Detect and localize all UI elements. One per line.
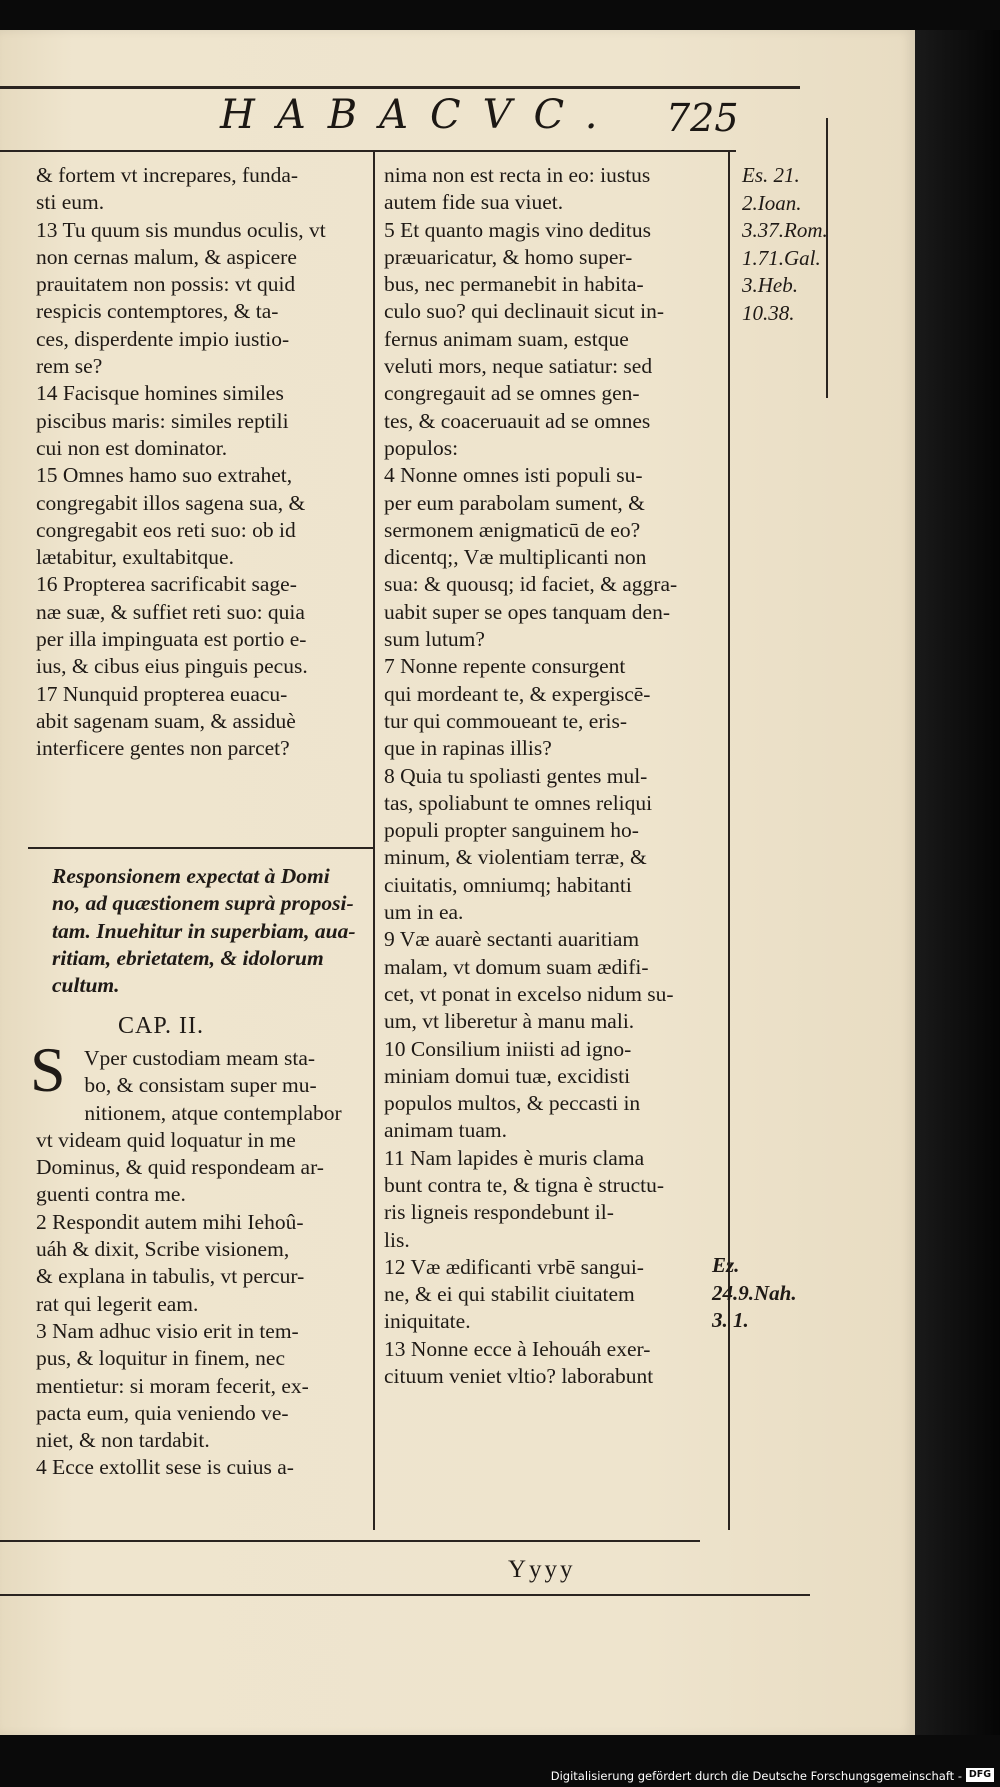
text-line: & explana in tabulis, vt percur-	[36, 1264, 305, 1289]
margin-reference: Gal. 3.	[742, 245, 821, 297]
text-line: 14 Facisque homines similes	[36, 381, 284, 406]
text-line: cet, vt ponat in excelso nidum su-	[384, 981, 674, 1006]
text-line: 17 Nunquid propterea euacu-	[36, 681, 288, 706]
text-line: iniquitate.	[384, 1309, 471, 1334]
text-line: populos:	[384, 435, 459, 460]
text-line: animam tuam.	[384, 1118, 507, 1143]
margin-reference: 9.	[738, 1280, 754, 1305]
text-line: cui non est dominator.	[36, 435, 228, 460]
text-line: niet, & non tardabit.	[36, 1428, 210, 1453]
margin-reference: Rom. 1.	[742, 218, 828, 270]
text-line: 15 Omnes hamo suo extrahet,	[36, 463, 293, 488]
text-line: nima non est recta in eo: iustus	[384, 163, 651, 187]
text-line: tes, & coaceruauit ad se omnes	[384, 408, 651, 433]
text-line: guenti contra me.	[36, 1182, 186, 1207]
text-line: 12 Væ ædificanti vrbē sangui-	[384, 1254, 644, 1279]
text-line: congregabit illos sagena sua, &	[36, 490, 306, 515]
right-column-text	[384, 162, 719, 1390]
header-rule-top	[0, 86, 800, 89]
text-line: sermonem ænigmaticū de eo?	[384, 517, 641, 542]
text-line: ces, disperdente impio iustio-	[36, 326, 290, 351]
running-head-title: HABACVC.	[220, 92, 620, 138]
text-line: bo, & consistam super mu-	[36, 1073, 317, 1098]
text-line: bunt contra te, & tigna è structu-	[384, 1172, 665, 1197]
text-line: malam, vt domum suam ædifi-	[384, 954, 649, 979]
text-line: 2 Respondit autem mihi Iehoû-	[36, 1209, 304, 1234]
text-line: qui mordeant te, & expergiscē-	[384, 681, 651, 706]
text-line: ris ligneis respondebunt il-	[384, 1200, 614, 1225]
text-line: 3 Nam adhuc visio erit in tem-	[36, 1318, 299, 1343]
text-line: que in rapinas illis?	[384, 736, 552, 761]
footer-rule-top	[0, 1540, 700, 1542]
text-line: rem se?	[36, 354, 103, 379]
text-line: 11 Nam lapides è muris clama	[384, 1145, 645, 1170]
margin-reference: 37.	[757, 218, 784, 242]
left-column-text-2	[36, 1045, 366, 1482]
text-line: sti eum.	[36, 190, 105, 215]
text-line: minum, & violentiam terræ, &	[384, 845, 647, 870]
text-line: 10 Consilium iniisti ad igno-	[384, 1036, 632, 1061]
digitization-credit: Digitalisierung gefördert durch die Deutsche Forschungsgemeinschaft -	[550, 1769, 962, 1783]
text-line: 4 Ecce extollit sese is cuius a-	[36, 1455, 294, 1480]
text-line: næ suæ, & suffiet reti suo: quia	[36, 599, 305, 624]
text-line: cituum veniet vltio? laborabunt	[384, 1364, 654, 1389]
text-line: nitionem, atque contemplabor	[36, 1100, 342, 1125]
text-line: 4 Nonne omnes isti populi su-	[384, 463, 643, 488]
summary-line: Responsionem expectat à Domi	[52, 864, 330, 888]
text-line: uabit super se opes tanquam den-	[384, 599, 670, 624]
text-line: 5 Et quanto magis vino deditus	[384, 217, 651, 242]
margin-reference: 71.	[757, 245, 784, 270]
margin-reference: Ioan. 3.	[742, 190, 802, 242]
text-line: mentietur: si moram fecerit, ex-	[36, 1373, 309, 1398]
text-line: congregabit eos reti suo: ob id	[36, 517, 296, 542]
chapter-heading: CAP. II.	[118, 1013, 205, 1039]
text-line: piscibus maris: similes reptili	[36, 408, 289, 433]
text-line: lis.	[384, 1227, 410, 1252]
margin-reference: Ez. 24.	[712, 1253, 740, 1305]
text-line: veluti mors, neque satiatur: sed	[384, 354, 653, 379]
text-line: fernus animam suam, estque	[384, 326, 629, 351]
text-line: interficere gentes non parcet?	[36, 736, 290, 761]
text-line: prauitatem non possis: vt quid	[36, 272, 296, 297]
text-line: lætabitur, exultabitque.	[36, 545, 234, 570]
text-line: non cernas malum, & aspicere	[36, 244, 297, 269]
margin-reference: Es. 21. 2.	[742, 163, 800, 215]
chapter-summary	[52, 863, 367, 999]
text-line: respicis contemptores, & ta-	[36, 299, 279, 324]
drop-cap: S	[30, 1034, 66, 1105]
text-line: pus, & loquitur in finem, nec	[36, 1346, 286, 1371]
summary-line: ritiam, ebrietatem, & idolorum	[52, 945, 324, 970]
margin-references-top	[742, 162, 832, 327]
left-column-text	[36, 162, 366, 763]
page-edge-shadow	[915, 30, 1000, 1735]
text-line: rat qui legerit eam.	[36, 1291, 199, 1316]
text-line: 16 Propterea sacrificabit sage-	[36, 572, 297, 597]
text-line: præuaricatur, & homo super-	[384, 244, 633, 269]
text-line: abit sagenam suam, & assiduè	[36, 708, 296, 733]
text-line: sua: & quousq; id faciet, & aggra-	[384, 572, 678, 597]
section-divider	[28, 847, 373, 849]
footer-rule-bottom	[0, 1594, 810, 1596]
summary-line: cultum.	[52, 973, 120, 998]
page-number: 725	[666, 96, 739, 140]
summary-line: tam. Inuehitur in superbiam, aua-	[52, 918, 356, 943]
text-line: 13 Nonne ecce à Iehouáh exer-	[384, 1336, 651, 1361]
text-line: Dominus, & quid respondeam ar-	[36, 1155, 324, 1180]
dfg-logo: DFG	[966, 1768, 994, 1782]
text-line: per illa impinguata est portio e-	[36, 627, 307, 652]
margin-references-bottom	[712, 1252, 802, 1335]
text-line: ius, & cibus eius pinguis pecus.	[36, 654, 308, 679]
text-line: ne, & ei qui stabilit ciuitatem	[384, 1282, 635, 1307]
margin-reference: Heb. 10.	[742, 273, 798, 325]
text-line: populi propter sanguinem ho-	[384, 818, 639, 843]
margin-reference: Nah. 3. 1.	[712, 1280, 797, 1332]
text-line: ciuitatis, omniumq; habitanti	[384, 872, 632, 897]
text-line: vt videam quid loquatur in me	[36, 1127, 296, 1152]
column-divider	[373, 150, 375, 1530]
text-line: Vper custodiam meam sta-	[36, 1046, 316, 1070]
text-line: & fortem vt increpares, funda-	[36, 163, 299, 187]
text-line: tur qui commoueant te, eris-	[384, 708, 627, 733]
text-line: 7 Nonne repente consurgent	[384, 654, 626, 679]
text-line: bus, nec permanebit in habita-	[384, 272, 644, 297]
signature-mark: Yyyy	[508, 1556, 576, 1583]
text-line: um in ea.	[384, 900, 464, 925]
summary-line: no, ad quæstionem suprà proposi-	[52, 891, 354, 916]
text-line: 13 Tu quum sis mundus oculis, vt	[36, 217, 326, 242]
text-line: culo suo? qui declinauit sicut in-	[384, 299, 665, 324]
text-line: tas, spoliabunt te omnes reliqui	[384, 790, 653, 815]
header-rule-bottom	[0, 150, 736, 152]
text-line: 8 Quia tu spoliasti gentes mul-	[384, 763, 648, 788]
text-line: uáh & dixit, Scribe visionem,	[36, 1237, 290, 1262]
text-line: um, vt liberetur à manu mali.	[384, 1009, 635, 1034]
text-line: dicentq;, Væ multiplicanti non	[384, 545, 647, 570]
text-line: sum lutum?	[384, 627, 485, 652]
text-line: autem fide sua viuet.	[384, 190, 564, 215]
text-line: pacta eum, quia veniendo ve-	[36, 1400, 289, 1425]
text-line: congregauit ad se omnes gen-	[384, 381, 640, 406]
margin-reference: 38.	[768, 300, 795, 325]
text-line: per eum parabolam sument, &	[384, 490, 645, 515]
text-line: 9 Væ auarè sectanti auaritiam	[384, 927, 640, 952]
text-line: populos multos, & peccasti in	[384, 1091, 641, 1116]
text-line: miniam domui tuæ, excidisti	[384, 1063, 631, 1088]
